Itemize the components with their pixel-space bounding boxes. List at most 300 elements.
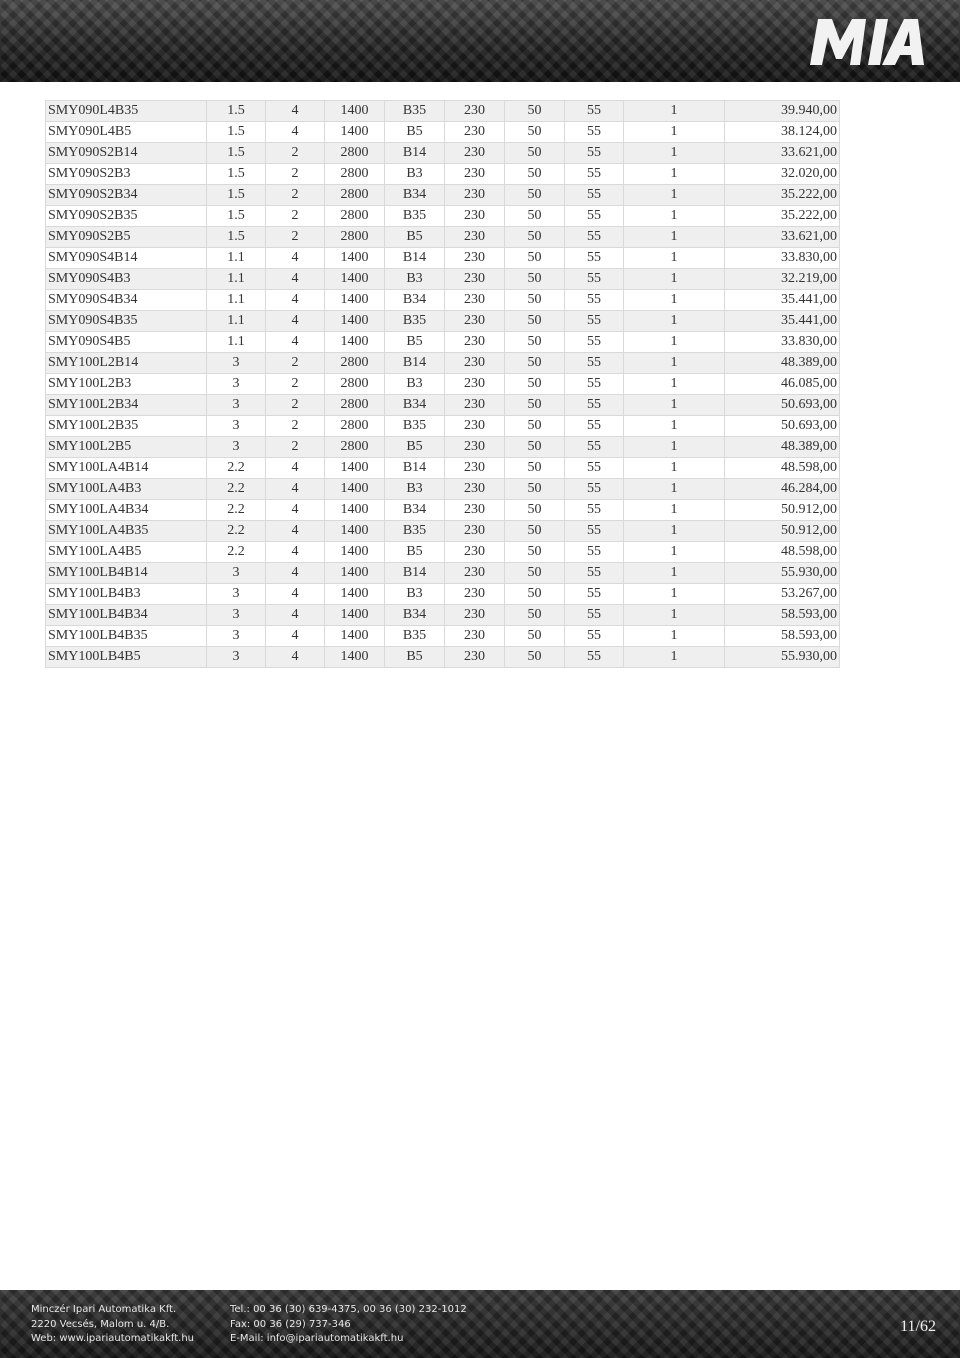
table-cell: 230 (445, 521, 505, 542)
table-cell: 50 (505, 479, 565, 500)
table-cell: 2 (266, 206, 325, 227)
table-cell: 230 (445, 185, 505, 206)
table-cell: B3 (385, 164, 445, 185)
table-cell: 50 (505, 437, 565, 458)
table-cell: 1 (624, 584, 725, 605)
table-cell: 50 (505, 416, 565, 437)
price-cell: 33.621,00 (725, 143, 840, 164)
table-cell: 55 (565, 437, 624, 458)
table-cell: B14 (385, 563, 445, 584)
table-row (46, 563, 840, 584)
table-cell: 55 (565, 605, 624, 626)
table-cell: 230 (445, 290, 505, 311)
table-cell: 55 (565, 626, 624, 647)
table-cell: 4 (266, 626, 325, 647)
table-cell: 2800 (325, 143, 385, 164)
table-cell: 50 (505, 143, 565, 164)
table-cell: B3 (385, 584, 445, 605)
table-row (46, 458, 840, 479)
table-cell: 1 (624, 416, 725, 437)
table-cell: B35 (385, 206, 445, 227)
table-cell: 230 (445, 416, 505, 437)
table-row (46, 626, 840, 647)
table-cell: 1.5 (207, 122, 266, 143)
table-cell: 50 (505, 458, 565, 479)
table-cell: 1400 (325, 500, 385, 521)
table-cell: 1 (624, 374, 725, 395)
table-cell: 1400 (325, 647, 385, 668)
table-cell: 4 (266, 500, 325, 521)
table-row (46, 521, 840, 542)
table-cell: 55 (565, 563, 624, 584)
price-cell: 50.912,00 (725, 521, 840, 542)
table-cell: 2800 (325, 227, 385, 248)
product-code-cell: SMY090S2B5 (46, 227, 207, 248)
price-cell: 35.441,00 (725, 311, 840, 332)
table-cell: 4 (266, 122, 325, 143)
table-cell: B34 (385, 185, 445, 206)
price-cell: 35.222,00 (725, 185, 840, 206)
table-cell: 1.1 (207, 269, 266, 290)
product-code-cell: SMY090S4B5 (46, 332, 207, 353)
table-cell: 1.5 (207, 164, 266, 185)
table-cell: 4 (266, 101, 325, 122)
table-row (46, 479, 840, 500)
table-cell: 55 (565, 122, 624, 143)
footer-company-info (31, 1303, 194, 1347)
product-code-cell: SMY100LB4B34 (46, 605, 207, 626)
table-cell: 4 (266, 521, 325, 542)
product-code-cell: SMY100LB4B14 (46, 563, 207, 584)
table-cell: 1 (624, 332, 725, 353)
table-row (46, 227, 840, 248)
table-cell: 1.5 (207, 206, 266, 227)
table-cell: 3 (207, 395, 266, 416)
table-cell: B5 (385, 227, 445, 248)
price-cell: 48.598,00 (725, 542, 840, 563)
table-cell: 230 (445, 479, 505, 500)
product-code-cell: SMY100LA4B35 (46, 521, 207, 542)
mia-logo (808, 13, 926, 69)
price-table-body (46, 101, 840, 668)
table-cell: B14 (385, 458, 445, 479)
table-row (46, 542, 840, 563)
table-cell: B5 (385, 332, 445, 353)
table-cell: 4 (266, 563, 325, 584)
table-cell: 2 (266, 185, 325, 206)
table-cell: 1.5 (207, 185, 266, 206)
table-cell: 3 (207, 563, 266, 584)
page-number: 11/62 (900, 1318, 936, 1335)
table-cell: 55 (565, 206, 624, 227)
table-cell: 50 (505, 290, 565, 311)
product-code-cell: SMY090S4B34 (46, 290, 207, 311)
table-cell: 55 (565, 458, 624, 479)
table-row (46, 248, 840, 269)
table-row (46, 332, 840, 353)
table-cell: 55 (565, 290, 624, 311)
table-cell: B5 (385, 437, 445, 458)
price-table (45, 100, 840, 668)
table-cell: 230 (445, 605, 505, 626)
table-cell: 50 (505, 185, 565, 206)
table-cell: B34 (385, 500, 445, 521)
table-cell: 55 (565, 332, 624, 353)
table-row (46, 605, 840, 626)
table-cell: 4 (266, 332, 325, 353)
table-cell: 1 (624, 626, 725, 647)
table-cell: 1 (624, 227, 725, 248)
price-cell: 55.930,00 (725, 647, 840, 668)
product-code-cell: SMY100L2B3 (46, 374, 207, 395)
table-cell: 1.1 (207, 290, 266, 311)
table-cell: 50 (505, 395, 565, 416)
product-code-cell: SMY090S4B3 (46, 269, 207, 290)
product-code-cell: SMY100L2B5 (46, 437, 207, 458)
price-cell: 35.441,00 (725, 290, 840, 311)
product-code-cell: SMY090S2B3 (46, 164, 207, 185)
table-row (46, 395, 840, 416)
table-cell: B14 (385, 143, 445, 164)
price-cell: 58.593,00 (725, 605, 840, 626)
table-cell: 1400 (325, 626, 385, 647)
company-web: Web: www.ipariautomatikakft.hu (31, 1333, 195, 1344)
table-cell: B35 (385, 311, 445, 332)
table-cell: 4 (266, 605, 325, 626)
product-code-cell: SMY100L2B35 (46, 416, 207, 437)
table-cell: B5 (385, 647, 445, 668)
price-cell: 39.940,00 (725, 101, 840, 122)
table-cell: 50 (505, 500, 565, 521)
table-cell: 1400 (325, 290, 385, 311)
table-cell: 2 (266, 227, 325, 248)
product-code-cell: SMY090L4B35 (46, 101, 207, 122)
table-cell: B3 (385, 374, 445, 395)
table-cell: 1 (624, 311, 725, 332)
table-cell: 230 (445, 395, 505, 416)
table-cell: 4 (266, 647, 325, 668)
table-row (46, 269, 840, 290)
table-cell: 3 (207, 437, 266, 458)
table-cell: 1 (624, 206, 725, 227)
table-cell: 1 (624, 605, 725, 626)
table-cell: 1 (624, 437, 725, 458)
table-cell: 1400 (325, 521, 385, 542)
table-cell: 1 (624, 395, 725, 416)
table-row (46, 647, 840, 668)
table-cell: 55 (565, 164, 624, 185)
contact-fax: Fax: 00 36 (29) 737-346 (230, 1318, 351, 1330)
product-code-cell: SMY100LB4B3 (46, 584, 207, 605)
table-cell: 230 (445, 248, 505, 269)
product-code-cell: SMY100L2B14 (46, 353, 207, 374)
table-cell: 55 (565, 479, 624, 500)
table-cell: 1400 (325, 584, 385, 605)
table-cell: 55 (565, 542, 624, 563)
table-cell: 1.5 (207, 227, 266, 248)
table-cell: 230 (445, 206, 505, 227)
price-cell: 55.930,00 (725, 563, 840, 584)
table-cell: 50 (505, 164, 565, 185)
table-cell: 55 (565, 248, 624, 269)
table-cell: 230 (445, 647, 505, 668)
table-cell: 3 (207, 626, 266, 647)
table-cell: 55 (565, 395, 624, 416)
page-header (0, 0, 960, 82)
table-cell: 55 (565, 374, 624, 395)
price-cell: 33.830,00 (725, 248, 840, 269)
table-row (46, 143, 840, 164)
table-cell: 230 (445, 626, 505, 647)
table-cell: B35 (385, 101, 445, 122)
table-cell: 3 (207, 605, 266, 626)
table-cell: 1400 (325, 458, 385, 479)
table-cell: 4 (266, 542, 325, 563)
table-cell: B35 (385, 521, 445, 542)
table-row (46, 500, 840, 521)
table-cell: 230 (445, 122, 505, 143)
price-cell: 50.912,00 (725, 500, 840, 521)
table-row (46, 206, 840, 227)
table-cell: 55 (565, 227, 624, 248)
table-cell: 1 (624, 143, 725, 164)
table-cell: 1400 (325, 122, 385, 143)
table-cell: 2 (266, 353, 325, 374)
product-code-cell: SMY100LA4B5 (46, 542, 207, 563)
product-code-cell: SMY090S4B35 (46, 311, 207, 332)
price-cell: 32.219,00 (725, 269, 840, 290)
table-row (46, 353, 840, 374)
table-cell: 55 (565, 101, 624, 122)
table-cell: 1 (624, 248, 725, 269)
table-cell: 4 (266, 248, 325, 269)
table-cell: 2800 (325, 374, 385, 395)
table-cell: 50 (505, 101, 565, 122)
table-cell: 2 (266, 143, 325, 164)
contact-tel: Tel.: 00 36 (30) 639-4375, 00 36 (30) 232-1012 (230, 1304, 467, 1315)
table-cell: 55 (565, 269, 624, 290)
table-cell: 230 (445, 458, 505, 479)
table-cell: 230 (445, 101, 505, 122)
table-cell: 1400 (325, 101, 385, 122)
product-code-cell: SMY100LA4B3 (46, 479, 207, 500)
table-cell: 50 (505, 332, 565, 353)
table-cell: 55 (565, 185, 624, 206)
table-cell: 4 (266, 458, 325, 479)
price-cell: 48.389,00 (725, 437, 840, 458)
table-cell: 230 (445, 374, 505, 395)
price-cell: 33.621,00 (725, 227, 840, 248)
table-cell: 50 (505, 248, 565, 269)
table-cell: 4 (266, 311, 325, 332)
table-cell: 2.2 (207, 458, 266, 479)
page-footer (0, 1290, 960, 1358)
table-cell: 50 (505, 269, 565, 290)
price-cell: 50.693,00 (725, 416, 840, 437)
table-row (46, 311, 840, 332)
table-cell: 1.1 (207, 332, 266, 353)
table-cell: 2800 (325, 353, 385, 374)
table-cell: 50 (505, 626, 565, 647)
table-cell: B5 (385, 122, 445, 143)
table-cell: B3 (385, 269, 445, 290)
table-cell: B35 (385, 626, 445, 647)
table-cell: 50 (505, 605, 565, 626)
price-cell: 53.267,00 (725, 584, 840, 605)
table-row (46, 437, 840, 458)
table-cell: 2.2 (207, 500, 266, 521)
table-cell: 55 (565, 584, 624, 605)
table-cell: 230 (445, 563, 505, 584)
product-code-cell: SMY100L2B34 (46, 395, 207, 416)
table-cell: 55 (565, 416, 624, 437)
table-cell: 1.1 (207, 311, 266, 332)
product-code-cell: SMY090S2B35 (46, 206, 207, 227)
table-cell: 1400 (325, 479, 385, 500)
table-cell: B3 (385, 479, 445, 500)
table-cell: 4 (266, 290, 325, 311)
price-cell: 35.222,00 (725, 206, 840, 227)
table-cell: 1400 (325, 605, 385, 626)
table-cell: 55 (565, 353, 624, 374)
table-cell: 1 (624, 101, 725, 122)
table-cell: 1 (624, 563, 725, 584)
table-cell: 2800 (325, 437, 385, 458)
table-cell: 50 (505, 521, 565, 542)
price-cell: 46.284,00 (725, 479, 840, 500)
product-code-cell: SMY100LB4B5 (46, 647, 207, 668)
table-cell: 1400 (325, 311, 385, 332)
table-cell: 2800 (325, 395, 385, 416)
table-row (46, 185, 840, 206)
product-code-cell: SMY100LA4B34 (46, 500, 207, 521)
table-cell: 55 (565, 500, 624, 521)
table-cell: 50 (505, 374, 565, 395)
table-cell: 2 (266, 374, 325, 395)
product-code-cell: SMY090L4B5 (46, 122, 207, 143)
table-cell: 2800 (325, 206, 385, 227)
price-cell: 48.389,00 (725, 353, 840, 374)
table-cell: 4 (266, 584, 325, 605)
company-name: Minczér Ipari Automatika Kft. (31, 1304, 177, 1315)
table-cell: 230 (445, 584, 505, 605)
table-cell: 2 (266, 395, 325, 416)
table-cell: 1400 (325, 248, 385, 269)
table-cell: 1.5 (207, 101, 266, 122)
product-code-cell: SMY100LB4B35 (46, 626, 207, 647)
price-cell: 46.085,00 (725, 374, 840, 395)
table-cell: 50 (505, 122, 565, 143)
table-cell: 3 (207, 647, 266, 668)
table-cell: 55 (565, 521, 624, 542)
table-cell: 50 (505, 563, 565, 584)
price-cell: 58.593,00 (725, 626, 840, 647)
table-cell: 1400 (325, 332, 385, 353)
table-cell: 55 (565, 311, 624, 332)
table-cell: B14 (385, 248, 445, 269)
table-cell: 1.5 (207, 143, 266, 164)
table-cell: 1 (624, 521, 725, 542)
table-cell: 230 (445, 269, 505, 290)
table-cell: 55 (565, 143, 624, 164)
contact-email: E-Mail: info@ipariautomatikakft.hu (230, 1333, 404, 1344)
table-cell: 1 (624, 290, 725, 311)
table-cell: 230 (445, 311, 505, 332)
table-cell: 2800 (325, 164, 385, 185)
table-cell: 4 (266, 269, 325, 290)
table-row (46, 416, 840, 437)
table-cell: 230 (445, 164, 505, 185)
table-cell: 2.2 (207, 479, 266, 500)
price-cell: 32.020,00 (725, 164, 840, 185)
table-row (46, 101, 840, 122)
table-row (46, 290, 840, 311)
table-cell: 230 (445, 143, 505, 164)
table-cell: B34 (385, 395, 445, 416)
price-cell: 33.830,00 (725, 332, 840, 353)
table-cell: 50 (505, 647, 565, 668)
product-code-cell: SMY090S4B14 (46, 248, 207, 269)
table-cell: 3 (207, 374, 266, 395)
table-cell: B34 (385, 290, 445, 311)
price-cell: 50.693,00 (725, 395, 840, 416)
table-cell: 230 (445, 353, 505, 374)
product-code-cell: SMY090S2B14 (46, 143, 207, 164)
table-cell: 50 (505, 206, 565, 227)
price-cell: 38.124,00 (725, 122, 840, 143)
product-code-cell: SMY090S2B34 (46, 185, 207, 206)
table-cell: 3 (207, 416, 266, 437)
footer-contact-info (230, 1303, 467, 1347)
table-cell: 50 (505, 311, 565, 332)
table-cell: 2.2 (207, 521, 266, 542)
table-cell: 1.1 (207, 248, 266, 269)
table-cell: 2800 (325, 185, 385, 206)
table-cell: B35 (385, 416, 445, 437)
table-cell: 230 (445, 542, 505, 563)
table-cell: 3 (207, 353, 266, 374)
table-cell: 2.2 (207, 542, 266, 563)
table-cell: 1 (624, 122, 725, 143)
price-cell: 48.598,00 (725, 458, 840, 479)
table-cell: 230 (445, 227, 505, 248)
table-cell: 50 (505, 227, 565, 248)
table-cell: B5 (385, 542, 445, 563)
table-cell: 1 (624, 542, 725, 563)
table-cell: 1400 (325, 269, 385, 290)
table-cell: 2 (266, 164, 325, 185)
table-cell: 230 (445, 332, 505, 353)
table-cell: 1 (624, 353, 725, 374)
table-cell: 230 (445, 437, 505, 458)
table-row (46, 164, 840, 185)
table-cell: 50 (505, 542, 565, 563)
table-cell: 2 (266, 437, 325, 458)
table-cell: 50 (505, 584, 565, 605)
table-row (46, 584, 840, 605)
table-row (46, 122, 840, 143)
table-cell: 50 (505, 353, 565, 374)
table-cell: 230 (445, 500, 505, 521)
table-cell: 3 (207, 584, 266, 605)
table-cell: 2800 (325, 416, 385, 437)
table-cell: 55 (565, 647, 624, 668)
table-cell: 2 (266, 416, 325, 437)
table-cell: B34 (385, 605, 445, 626)
table-cell: 1400 (325, 542, 385, 563)
table-cell: 1 (624, 458, 725, 479)
table-cell: 1 (624, 164, 725, 185)
